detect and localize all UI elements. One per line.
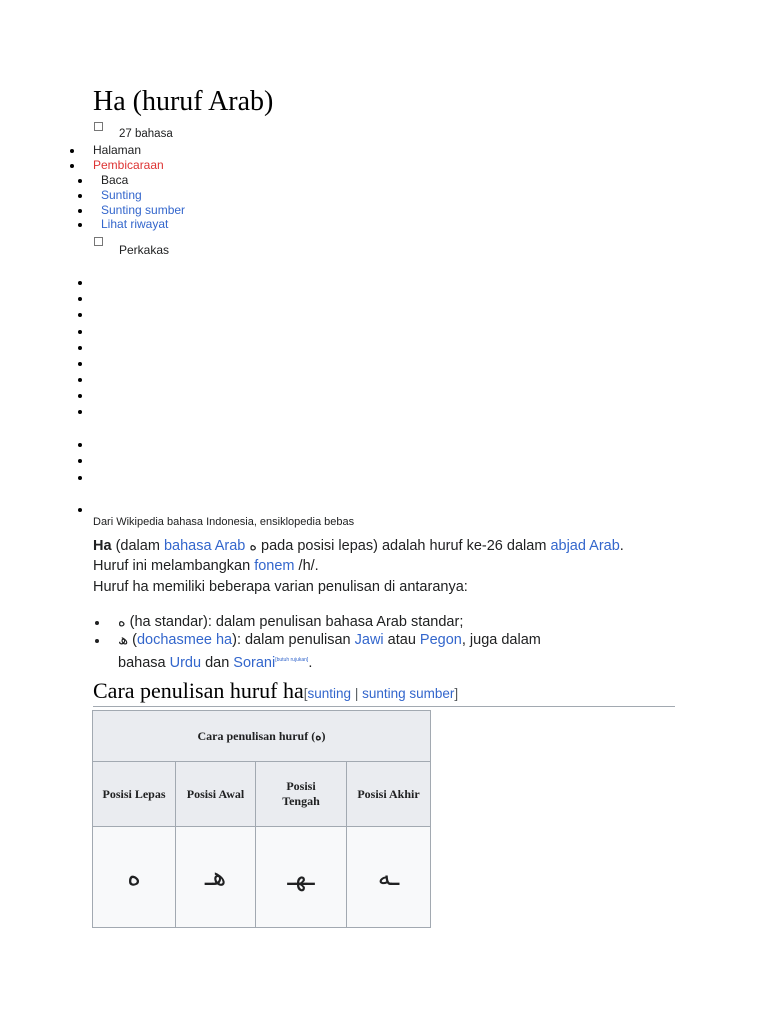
tab-sunting[interactable]: Sunting [101,188,142,202]
intro-glyph: ه [245,538,262,554]
variant-glyph: ھ [118,632,129,648]
intro-text: Huruf ini melambangkan [93,558,255,574]
list-bullet [78,281,82,285]
list-bullet [78,410,82,414]
list-bullet [78,443,82,447]
bracket: ] [454,686,459,701]
link-jawi[interactable]: Jawi [354,632,384,648]
list-bullet [78,209,82,213]
variants-intro: Huruf ha memiliki beberapa varian penulisan di antaranya: [93,579,468,595]
variant-text: atau [383,632,420,648]
list-bullet [78,346,82,350]
list-bullet [78,194,82,198]
table-caption: Cara penulisan huruf (ه) [93,711,431,762]
list-bullet [78,362,82,366]
link-bahasa-arab[interactable]: bahasa Arab [163,538,246,554]
variant-text: . [308,654,313,671]
tab-sunting-sumber[interactable]: Sunting sumber [101,203,186,217]
intro-text: /h/. [294,558,319,574]
tab-pembicaraan[interactable]: Pembicaraan [93,158,164,172]
list-bullet [78,394,82,398]
list-bullet [70,164,74,168]
separator: | [351,686,363,701]
table-header: Posisi Tengah [256,762,347,827]
list-bullet [78,179,82,183]
link-abjad-arab[interactable]: abjad Arab [550,538,620,554]
link-pegon[interactable]: Pegon [419,632,462,648]
list-bullet [95,639,99,643]
list-bullet [78,330,82,334]
table-header: Posisi Awal [176,762,256,827]
intro-text: . [619,538,624,554]
intro-bold: Ha [93,538,112,554]
languages-button[interactable]: 27 bahasa [119,128,173,140]
variant-text: bahasa [118,654,170,671]
list-bullet [70,149,74,153]
site-tagline: Dari Wikipedia bahasa Indonesia, ensiklopedia bebas [93,516,355,528]
link-urdu[interactable]: Urdu [169,654,202,671]
table-header: Posisi Lepas [93,762,176,827]
link-sorani[interactable]: Sorani [233,654,276,671]
section-heading [93,678,675,707]
variant-text: ): dalam penulisan [232,632,355,648]
bracket: [ [303,686,308,701]
variant-text: ( [128,632,137,648]
link-fonem[interactable]: fonem [254,558,295,574]
table-cell-isolated: ه [93,827,176,928]
list-bullet [78,508,82,512]
table-cell-final: ـه [347,827,431,928]
languages-checkbox[interactable] [94,122,103,131]
table-header: Posisi Akhir [347,762,431,827]
section-edit-links [304,686,458,701]
list-bullet [78,459,82,463]
variant-text: dan [201,654,234,671]
tools-button[interactable]: Perkakas [119,243,170,257]
tab-baca[interactable]: Baca [101,173,129,187]
list-bullet [95,621,99,625]
tab-halaman[interactable]: Halaman [93,143,142,157]
edit-section-link[interactable]: sunting [307,686,352,701]
link-dochasmee-ha[interactable]: dochasmee ha [136,632,233,648]
list-bullet [78,223,82,227]
citation-needed[interactable]: [butuh rujukan] [275,657,309,663]
intro-text: (dalam [111,538,164,554]
variant-item-standard [118,612,678,632]
list-bullet [78,476,82,480]
intro-paragraph [93,536,683,576]
letter-forms-table [92,710,431,928]
edit-source-section-link[interactable]: sunting sumber [362,686,455,701]
intro-text: pada posisi lepas) adalah huruf ke-26 dalam [261,538,551,554]
list-bullet [78,313,82,317]
table-cell-medial: ـهـ [256,827,347,928]
tools-checkbox[interactable] [94,237,103,246]
page-title: Ha (huruf Arab) [93,86,274,117]
variant-glyph: ه [118,614,126,630]
list-bullet [78,297,82,301]
variant-text: (ha standar): dalam penulisan bahasa Arab standar; [125,614,464,630]
variant-item-dochasmee [118,630,678,673]
variant-text: , juga dalam [461,632,541,648]
list-bullet [78,378,82,382]
section-title: Cara penulisan huruf ha [93,678,304,703]
table-cell-initial: هـ [176,827,256,928]
tab-lihat-riwayat[interactable]: Lihat riwayat [101,217,169,231]
